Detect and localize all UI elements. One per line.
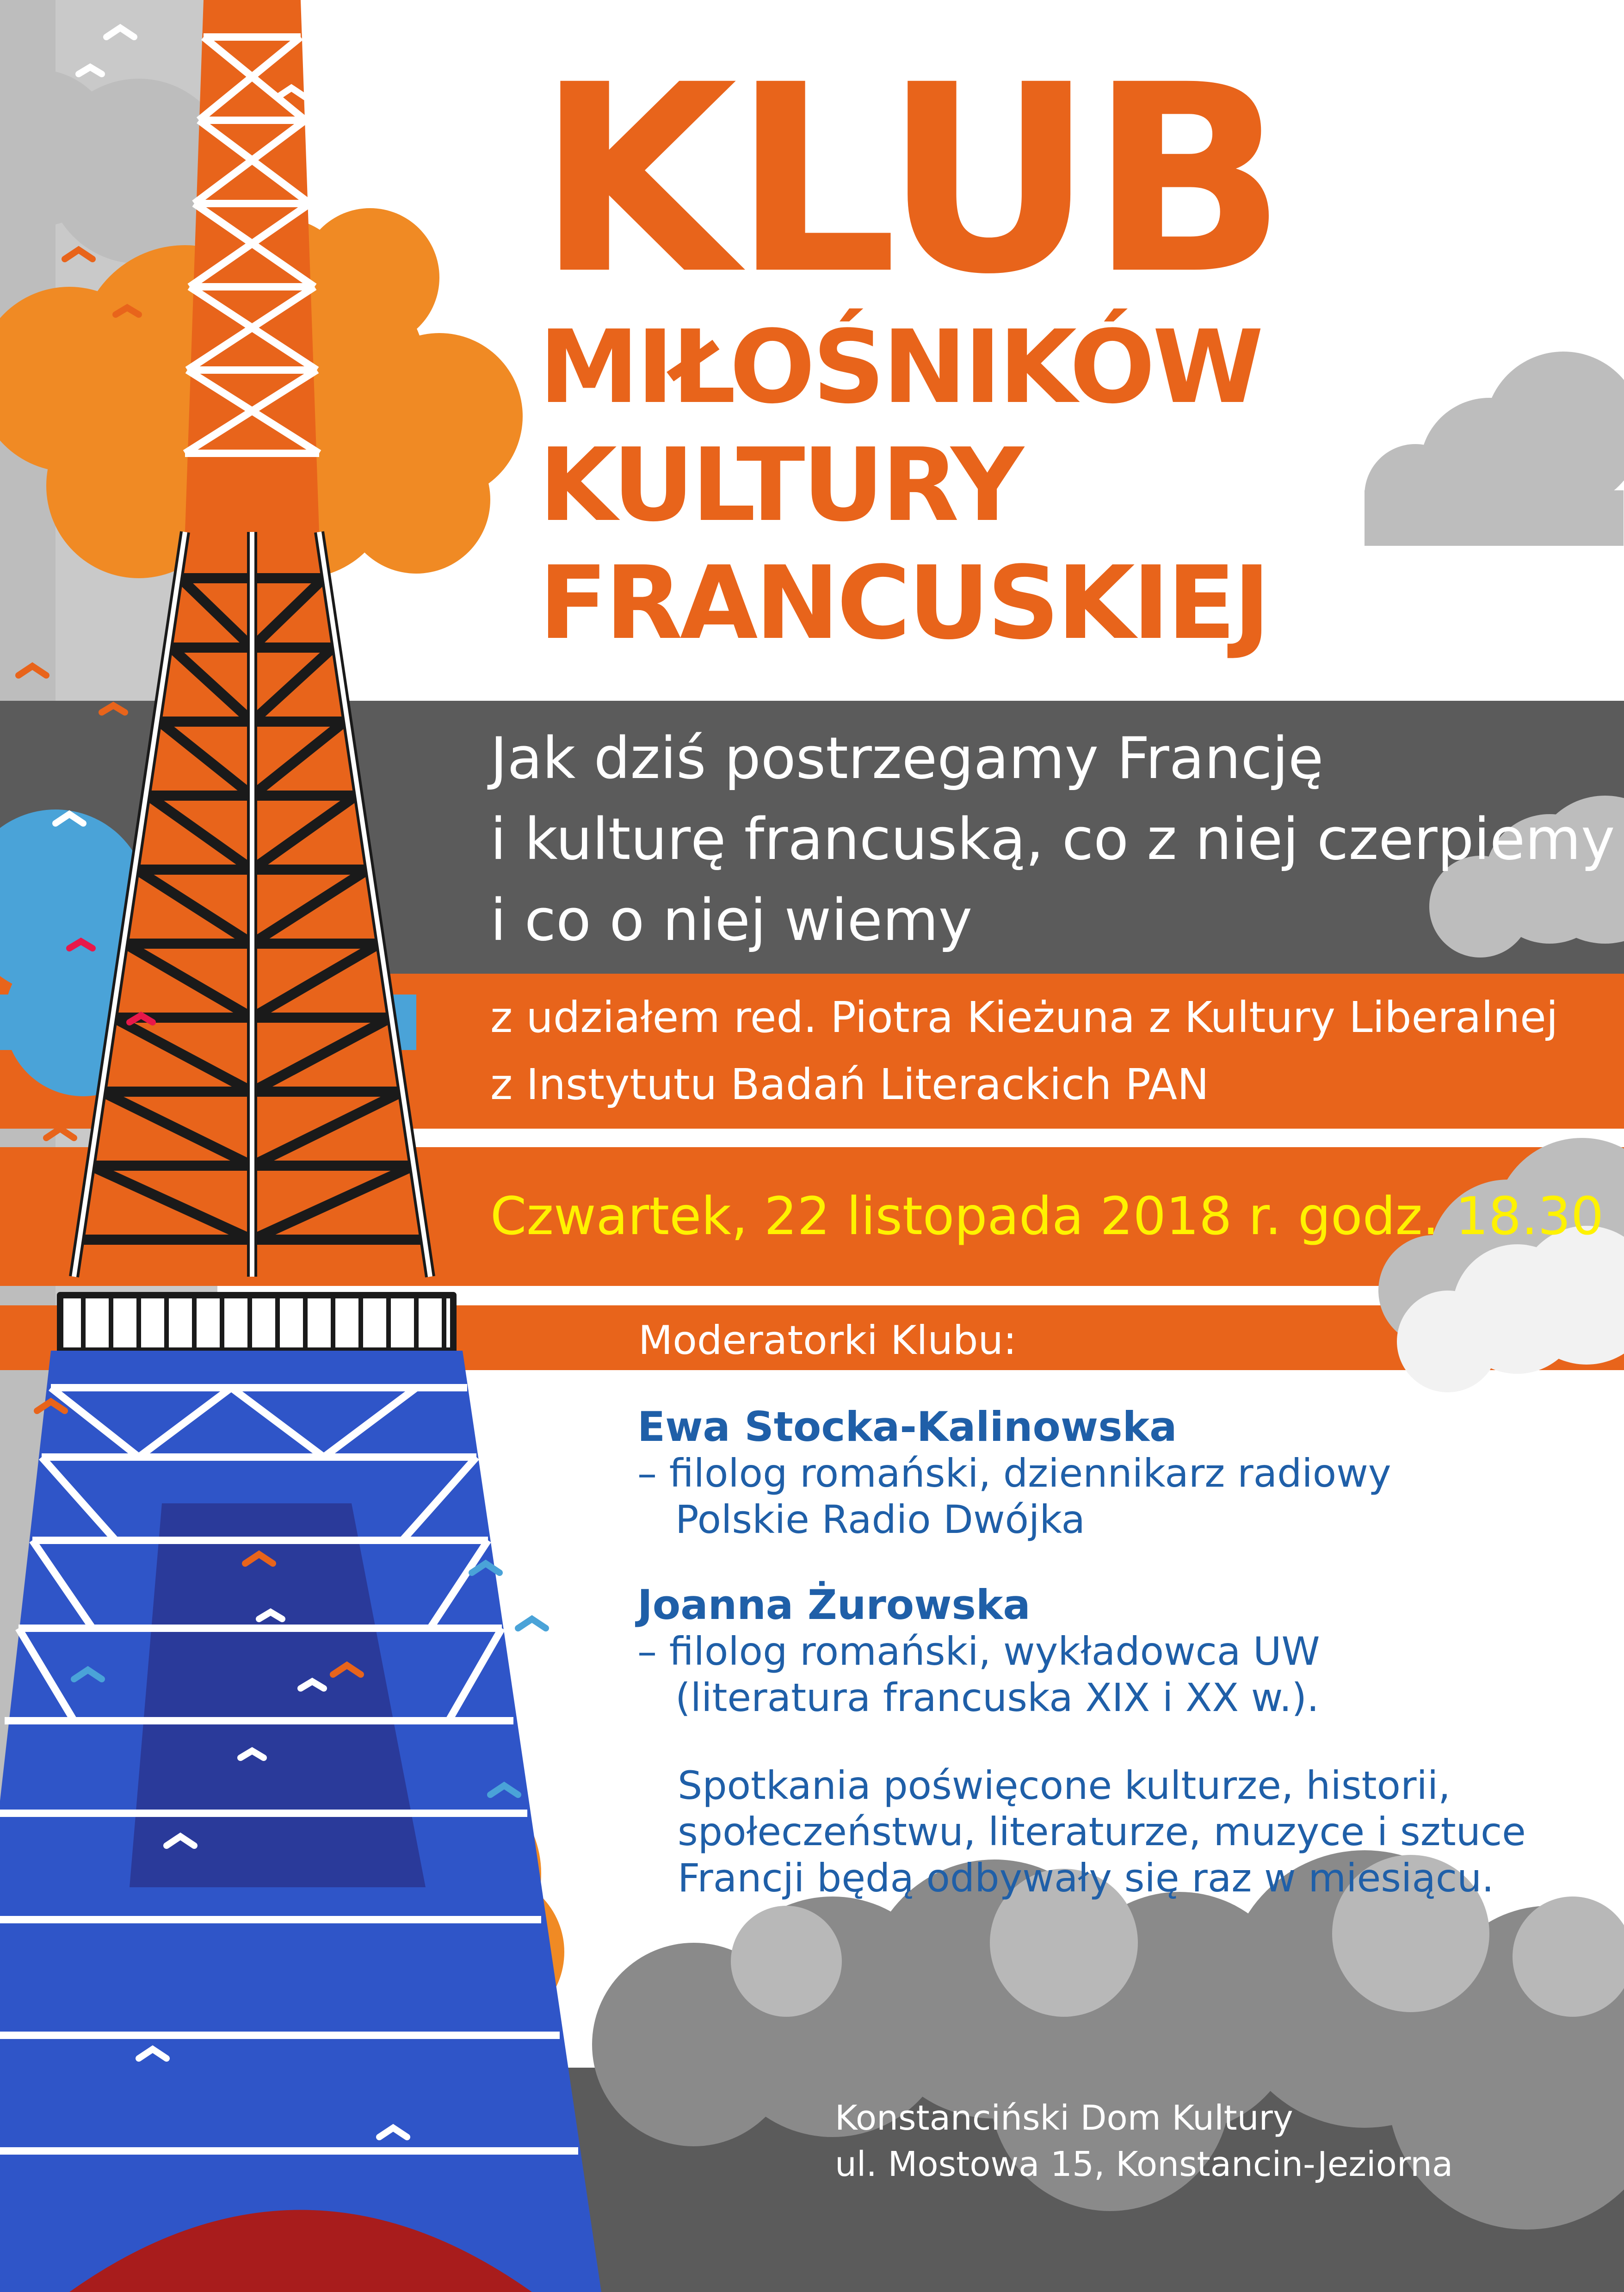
subtitle-line-2: i kulturę francuską, co z niej czerpiemy xyxy=(490,806,1615,873)
moderator-name-2: Joanna Żurowska xyxy=(637,1581,1031,1629)
tower-platform xyxy=(60,1295,453,1351)
venue-name: Konstanciński Dom Kultury xyxy=(835,2098,1293,2138)
moderators-heading: Moderatorki Klubu: xyxy=(638,1317,1017,1364)
event-date: Czwartek, 22 listopada 2018 r. godz. 18.30 xyxy=(490,1186,1604,1247)
guest-line-1: z udziałem red. Piotra Kieżuna z Kultury Liberalnej xyxy=(490,993,1558,1042)
moderator-desc-1b: Polskie Radio Dwójka xyxy=(675,1497,1086,1542)
info-line-1: Spotkania poświęcone kulturze, historii, xyxy=(678,1763,1451,1808)
title-klub: KLUB xyxy=(537,30,1283,331)
title-line-3: FRANCUSKIEJ xyxy=(539,545,1268,662)
moderator-desc-2a: – filolog romański, wykładowca UW xyxy=(637,1629,1320,1674)
moderator-name-1: Ewa Stocka-Kalinowska xyxy=(637,1403,1177,1451)
info-line-3: Francji będą odbywały się raz w miesiącu. xyxy=(678,1855,1494,1901)
moderator-desc-2b: (literatura francuska XIX i XX w.). xyxy=(675,1675,1319,1720)
title-line-1: MIŁOŚNIKÓW xyxy=(539,309,1261,426)
info-line-2: społeczeństwu, literaturze, muzyce i sztuce xyxy=(678,1809,1526,1854)
title-line-2: KULTURY xyxy=(539,427,1021,544)
moderator-desc-1a: – filolog romański, dziennikarz radiowy xyxy=(637,1451,1391,1496)
subtitle-line-1: Jak dziś postrzegamy Francję xyxy=(490,725,1324,792)
subtitle-line-3: i co o niej wiemy xyxy=(490,887,973,954)
guest-line-2: z Instytutu Badań Literackich PAN xyxy=(490,1060,1209,1109)
venue-address: ul. Mostowa 15, Konstancin-Jeziorna xyxy=(835,2144,1453,2184)
